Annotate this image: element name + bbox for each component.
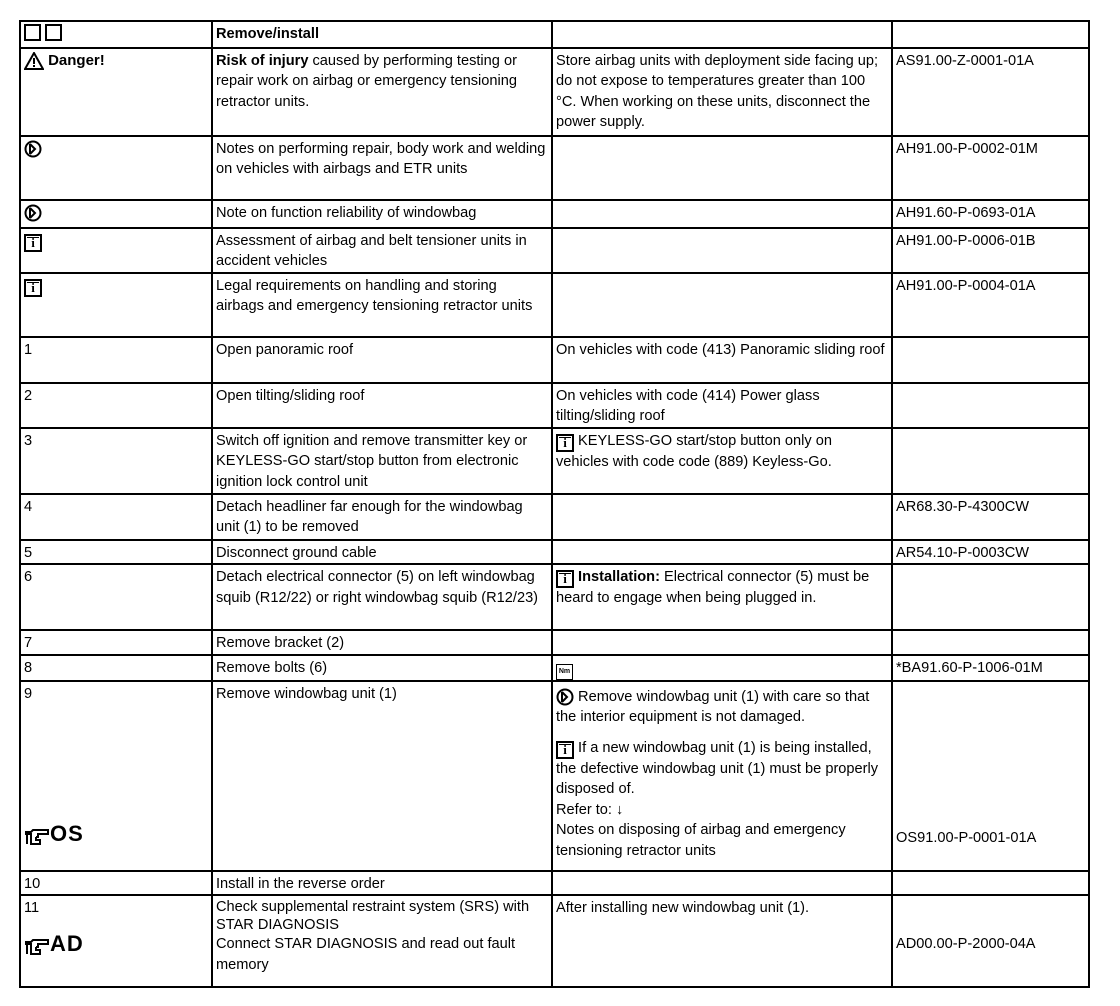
step-text: Detach electrical connector (5) on left windowbag squib (R12/22) or right windowbag squib (R12/23) (212, 564, 552, 630)
note-icon (556, 688, 574, 706)
step-number: 6 (20, 564, 212, 630)
table-row-step (20, 655, 1089, 681)
note-icon (24, 140, 42, 158)
table-row-step (20, 337, 1089, 383)
step-number: 4 (20, 494, 212, 540)
info-icon: i (556, 570, 574, 588)
table-row-danger (20, 48, 1089, 136)
step-number: 3 (20, 428, 212, 494)
warning-icon (24, 52, 44, 70)
step-note: Remove windowbag unit (1) with care so that the interior equipment is not damaged. (556, 688, 870, 725)
info-icon: i (556, 741, 574, 759)
step-note: On vehicles with code (413) Panoramic sliding roof (552, 337, 892, 383)
step-text: Disconnect ground cable (212, 540, 552, 565)
note-ref-link[interactable]: AH91.00-P-0006-01B (892, 228, 1089, 273)
step-note-2: If a new windowbag unit (1) is being installed, the defective windowbag unit (1) must be properly disposed of. (556, 739, 879, 797)
table-row-step (20, 383, 1089, 428)
step-note: Electrical connector (5) must be heard to engage when being plugged in. (556, 569, 870, 606)
step-text: Switch off ignition and remove transmitter key or KEYLESS-GO start/stop button from electronic ignition lock control unit (212, 428, 552, 494)
step-text-2: Connect STAR DIAGNOSIS and read out fault memory (216, 936, 516, 973)
note-ref-link[interactable]: AH91.00-P-0004-01A (892, 273, 1089, 337)
danger-measure: Store airbag units with deployment side facing up; do not expose to temperatures greater than 100 °C. When working on these units, disconnect the power supply. (552, 48, 892, 136)
table-row-step (20, 540, 1089, 565)
step-number: 10 (20, 871, 212, 896)
vehicle-rear-icon (45, 24, 62, 41)
risk-heading: Risk of injury (216, 52, 309, 69)
installation-label: Installation: (574, 569, 660, 585)
note-text: Legal requirements on handling and storing airbags and emergency tensioning retractor units (212, 273, 552, 337)
step-note-3: Notes on disposing of airbag and emergency tensioning retractor units (556, 822, 846, 859)
vehicle-icons-cell (20, 21, 212, 48)
note-ref-link[interactable]: AH91.60-P-0693-01A (892, 200, 1089, 228)
step-text: Open tilting/sliding roof (212, 383, 552, 428)
vehicle-front-icon (24, 24, 41, 41)
step-text: Remove bolts (6) (212, 655, 552, 681)
step-text: Detach headliner far enough for the windowbag unit (1) to be removed (212, 494, 552, 540)
table-row-step (20, 871, 1089, 896)
table-row-note (20, 136, 1089, 200)
step-ref-link[interactable]: AD00.00-P-2000-04A (896, 936, 1036, 952)
step-number: 8 (20, 655, 212, 681)
ad-label: AD (50, 931, 84, 956)
table-row-step (20, 681, 1089, 871)
step-ref-link[interactable]: *BA91.60-P-1006-01M (892, 655, 1089, 681)
table-row-note (20, 228, 1089, 273)
table-row-step (20, 494, 1089, 540)
table-row-note (20, 200, 1089, 228)
os-label: OS (50, 820, 84, 846)
note-text: Notes on performing repair, body work and welding on vehicles with airbags and ETR units (212, 136, 552, 200)
risk-text: caused by performing testing or repair work on airbag or emergency tensioning retractor units. (216, 52, 517, 110)
note-text: Assessment of airbag and belt tensioner units in accident vehicles (212, 228, 552, 273)
step-text: Install in the reverse order (212, 871, 552, 896)
step-ref-link[interactable]: AR54.10-P-0003CW (892, 540, 1089, 565)
step-note: On vehicles with code (414) Power glass tilting/sliding roof (552, 383, 892, 428)
step-number: 5 (20, 540, 212, 565)
note-text: Note on function reliability of windowbag (212, 200, 552, 228)
step-text: Open panoramic roof (212, 337, 552, 383)
step-ref-link[interactable]: AR68.30-P-4300CW (892, 494, 1089, 540)
step-text: Remove bracket (2) (212, 630, 552, 655)
step-number: 11 (24, 900, 40, 916)
table-row-step (20, 630, 1089, 655)
step-note: After installing new windowbag unit (1). (552, 895, 892, 987)
info-icon: i (24, 234, 42, 252)
step-ref-link[interactable]: OS91.00-P-0001-01A (896, 830, 1037, 846)
info-icon: i (24, 279, 42, 297)
info-icon: i (556, 434, 574, 452)
step-text: Remove windowbag unit (1) (212, 681, 552, 871)
step-number: 9 (24, 685, 33, 702)
torque-icon: Nm (556, 664, 573, 680)
os-link[interactable] (24, 820, 84, 848)
refer-to: Refer to: ↓ (556, 801, 624, 818)
danger-ref-link[interactable]: AS91.00-Z-0001-01A (892, 48, 1089, 136)
step-number: 1 (20, 337, 212, 383)
step-number: 2 (20, 383, 212, 428)
step-text: Check supplemental restraint system (SRS) with STAR DIAGNOSIS (216, 899, 530, 933)
step-note: KEYLESS-GO start/stop button only on vehicles with code code (889) Keyless-Go. (556, 432, 832, 470)
ad-link[interactable] (24, 931, 84, 958)
note-icon (24, 204, 42, 222)
table-row-step (20, 895, 1089, 987)
table-row-header (20, 21, 1089, 48)
table-row-note (20, 273, 1089, 337)
pointing-hand-icon (24, 938, 50, 956)
step-number: 7 (20, 630, 212, 655)
header-title: Remove/install (212, 21, 552, 48)
table-row-step (20, 428, 1089, 494)
procedure-table (19, 20, 1090, 988)
note-ref-link[interactable]: AH91.00-P-0002-01M (892, 136, 1089, 200)
pointing-hand-icon (24, 828, 50, 846)
table-row-step (20, 564, 1089, 630)
danger-label: Danger! (48, 51, 105, 69)
